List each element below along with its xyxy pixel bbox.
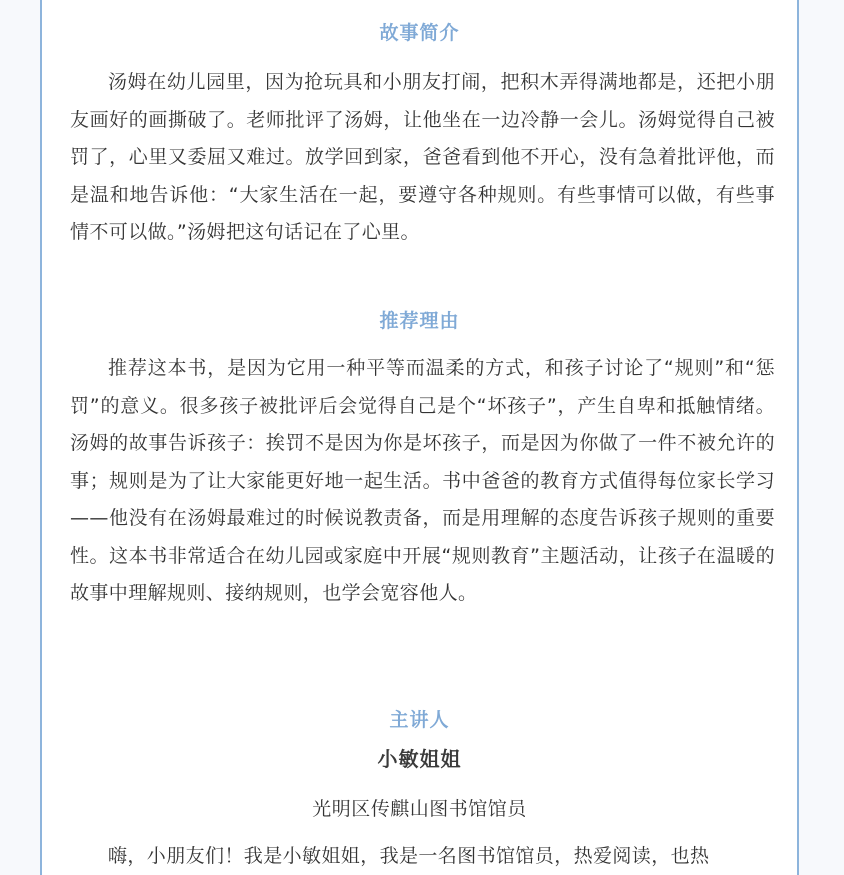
- reason-text: 推荐这本书，是因为它用一种平等而温柔的方式，和孩子讨论了“规则”和“惩罚”的意义。很多孩子被批评后会觉得自己是个“坏孩子”，产生自卑和抵触情绪。汤姆的故事告诉孩子：挨罚不是因为你是坏孩子，而是因为你做了一件不被允许的事；规则是为了让大家能更好地一起生活。书中爸爸的教育方式值得每位家长学习——他没有在汤姆最难过的时候说教责备，而是用理解的态度告诉孩子规则的重要性。这本书非常适合在幼儿园或家庭中开展“规则教育”主题活动，让孩子在温暖的故事中理解规则、接纳规则，也学会宽容他人。: [70, 357, 775, 604]
- story-text: 汤姆在幼儿园里，因为抢玩具和小朋友打闹，把积木弄得满地都是，还把小朋友画好的画撕破了。老师批评了汤姆，让他坐在一边冷静一会儿。汤姆觉得自己被罚了，心里又委屈又难过。放学回到家，爸爸看到他不开心，没有急着批评他，而是温和地告诉他：“大家生活在一起，要遵守各种规则。有些事情可以做，有些事情不可以做。”汤姆把这句话记在了心里。: [70, 71, 775, 243]
- story-heading: 故事简介: [379, 22, 460, 44]
- speaker-name: 小敏姐姐: [377, 747, 462, 771]
- reason-heading: 推荐理由: [379, 310, 460, 332]
- speaker-role: 光明区传麒山图书馆馆员: [312, 798, 527, 820]
- speaker-heading: 主讲人: [389, 709, 450, 731]
- speaker-intro: 嗨，小朋友们！我是小敏姐姐，我是一名图书馆馆员，热爱阅读，也热: [108, 845, 710, 867]
- content-panel: [40, 0, 799, 875]
